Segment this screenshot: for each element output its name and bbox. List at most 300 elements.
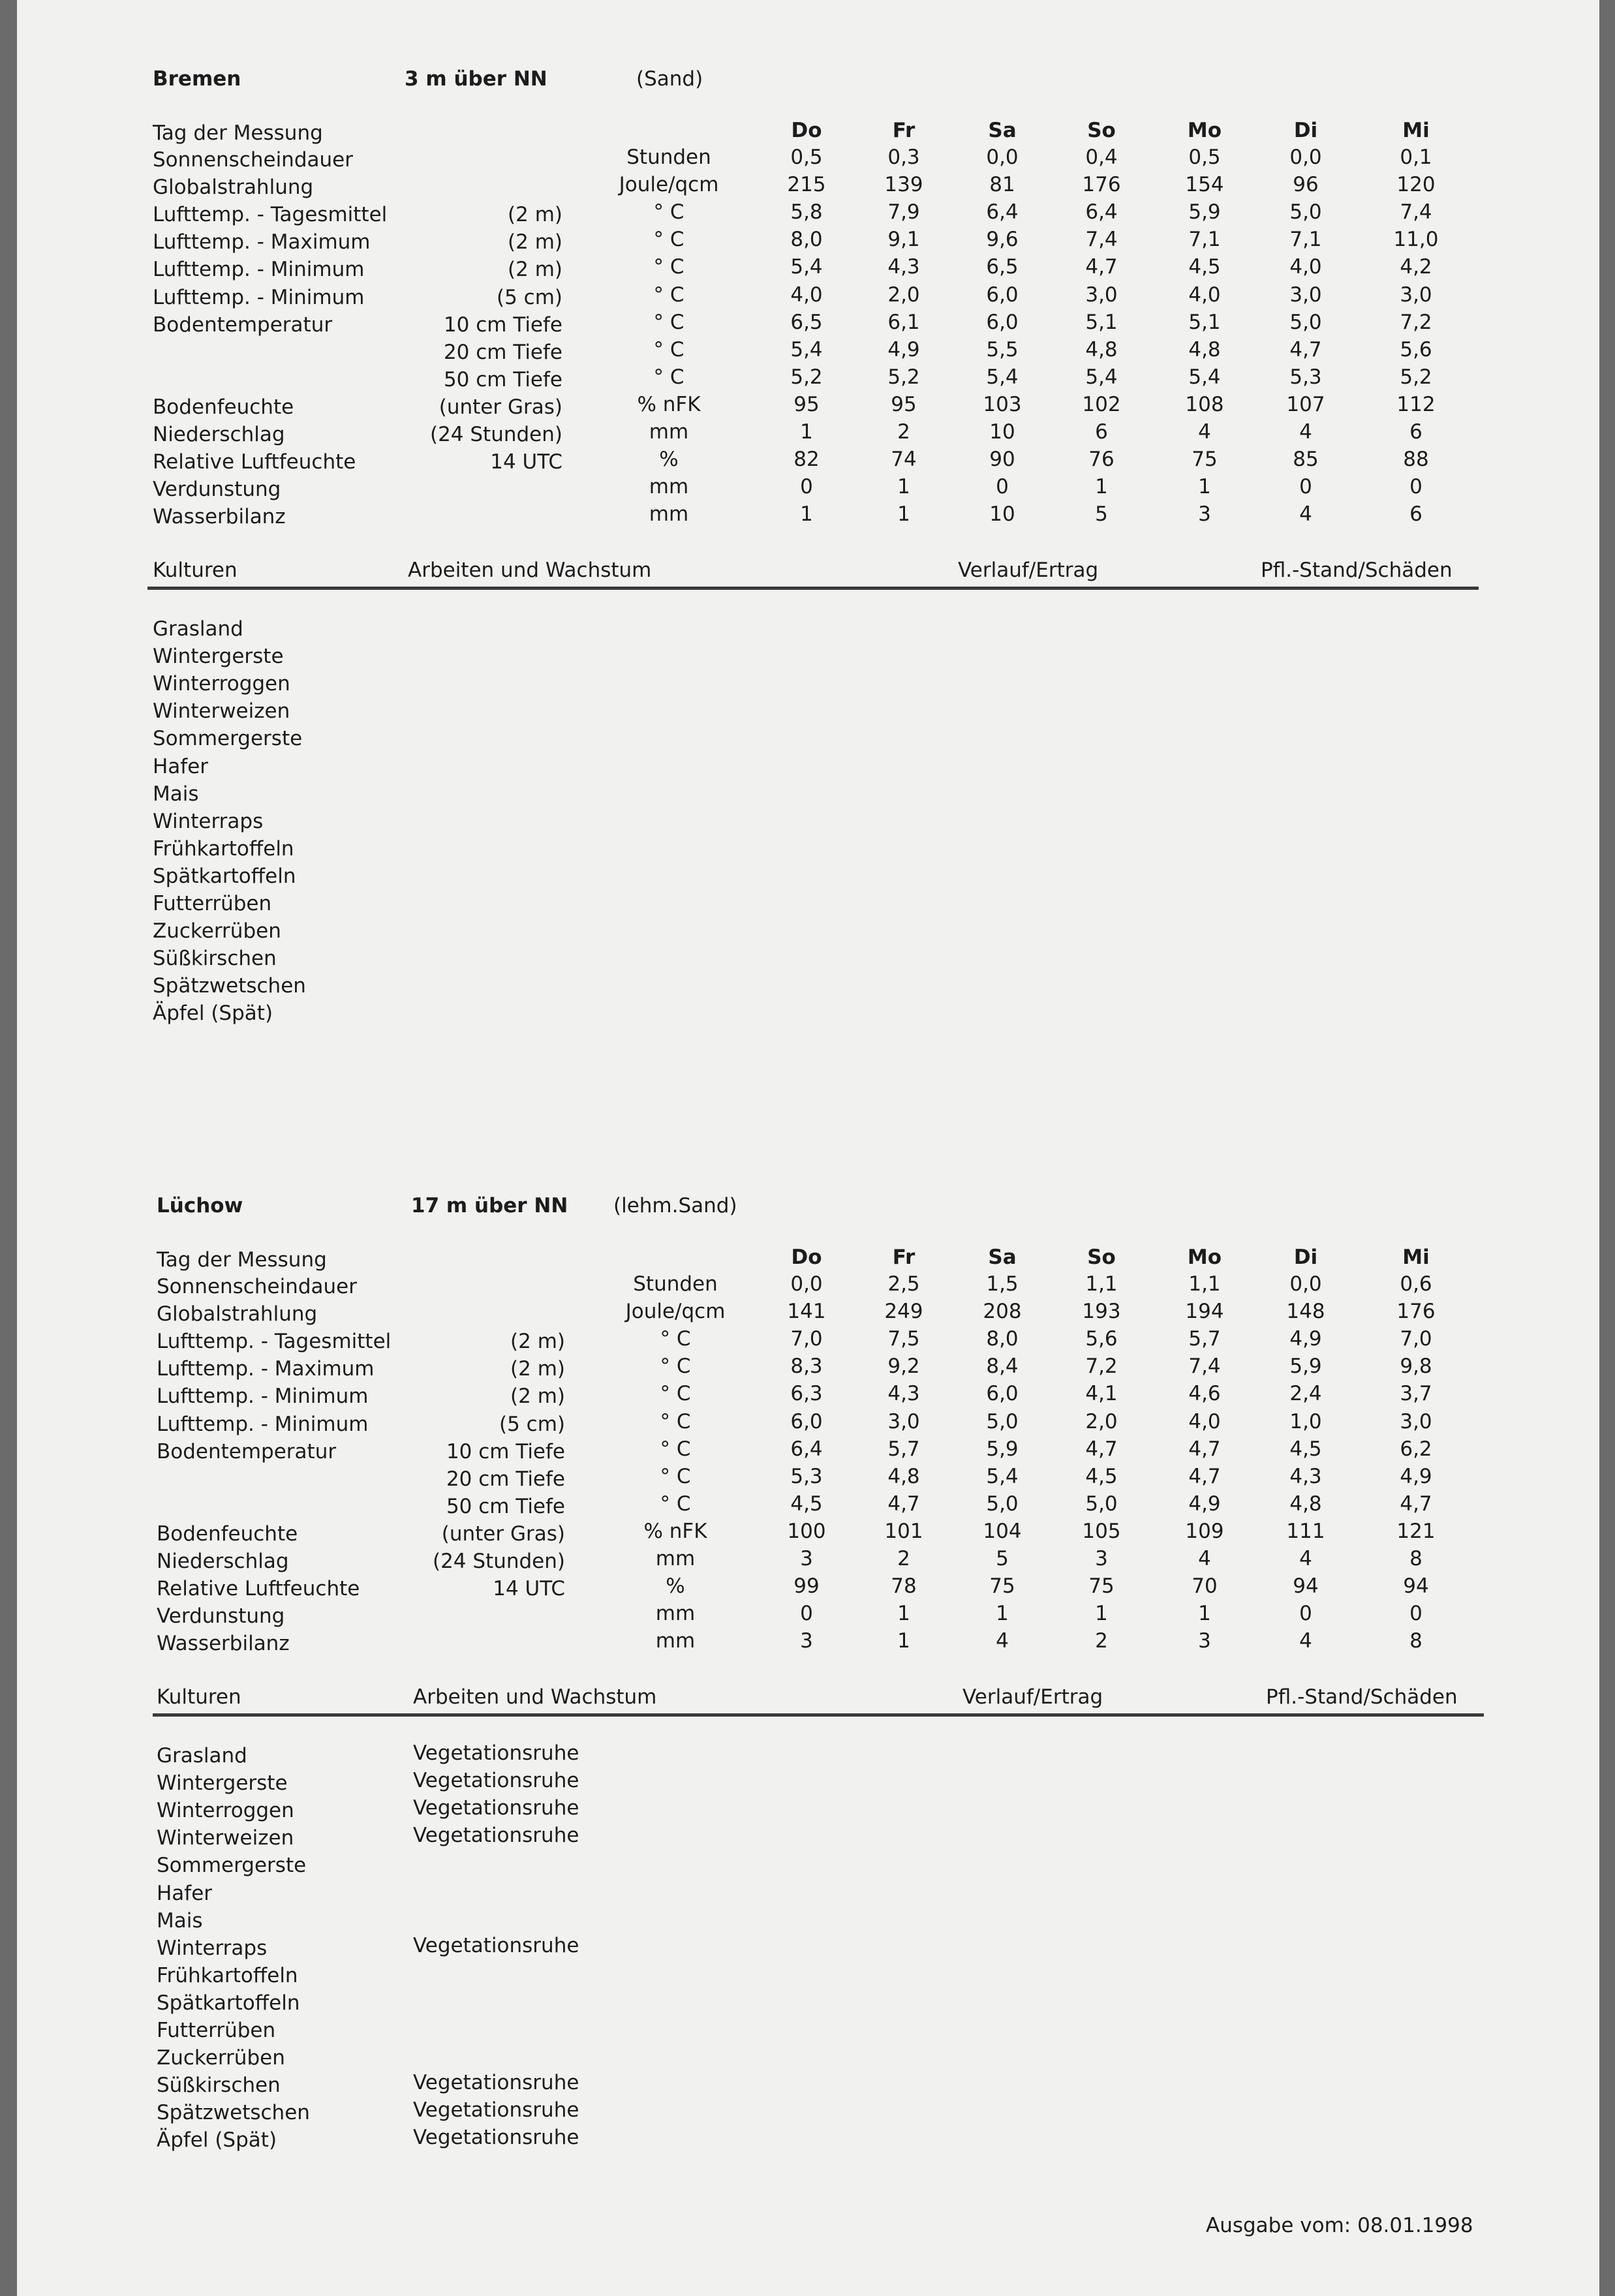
measurement-label: Lufttemp. - Maximum bbox=[153, 230, 371, 254]
measurement-value: 5,0 bbox=[1289, 200, 1322, 224]
measurement-value: 90 bbox=[989, 448, 1015, 471]
day-header: Fr bbox=[892, 119, 915, 142]
measurement-value: 6,0 bbox=[986, 311, 1019, 334]
measurement-label: Wasserbilanz bbox=[157, 1632, 290, 1655]
measurement-value: 6,4 bbox=[790, 1437, 823, 1461]
measurement-value: 7,0 bbox=[790, 1327, 823, 1351]
crop-name: Süßkirschen bbox=[157, 2074, 281, 2097]
measurement-qualifier: 20 cm Tiefe bbox=[443, 341, 562, 364]
measurement-value: 2,5 bbox=[887, 1272, 920, 1296]
measurement-value: 6,3 bbox=[790, 1382, 823, 1405]
measurement-value: 5,1 bbox=[1188, 311, 1221, 334]
crop-note: Vegetationsruhe bbox=[413, 1796, 579, 1820]
station-elevation: 17 m über NN bbox=[411, 1194, 568, 1217]
measurement-label: Verdunstung bbox=[157, 1604, 285, 1628]
measurement-value: 5,9 bbox=[1289, 1355, 1322, 1378]
crop-name: Äpfel (Spät) bbox=[157, 2128, 277, 2152]
measurement-value: 6 bbox=[1095, 420, 1108, 444]
measurement-value: 5,6 bbox=[1085, 1327, 1118, 1351]
day-header: Mo bbox=[1187, 1246, 1222, 1269]
measurement-unit: ° C bbox=[660, 1465, 691, 1488]
issue-date: Ausgabe vom: 08.01.1998 bbox=[1206, 2214, 1473, 2237]
measurement-value: 81 bbox=[989, 173, 1015, 196]
measurement-unit: Joule/qcm bbox=[625, 1300, 726, 1323]
measurement-value: 4,3 bbox=[887, 1382, 920, 1405]
measurement-value: 148 bbox=[1286, 1300, 1325, 1323]
day-header: Fr bbox=[892, 1246, 915, 1269]
measurement-value: 4 bbox=[1299, 1629, 1312, 1653]
measurement-value: 7,2 bbox=[1085, 1355, 1118, 1378]
measurement-value: 4,7 bbox=[1400, 1492, 1432, 1516]
crop-name: Zuckerrüben bbox=[157, 2046, 285, 2070]
crop-name: Grasland bbox=[157, 1744, 247, 1768]
measurement-unit: mm bbox=[655, 1602, 696, 1625]
measurement-value: 2,0 bbox=[1085, 1410, 1118, 1433]
measurement-value: 94 bbox=[1403, 1574, 1429, 1598]
measurement-value: 7,4 bbox=[1085, 228, 1118, 251]
measurement-value: 7,1 bbox=[1289, 228, 1322, 251]
measurement-unit: % bbox=[659, 448, 679, 471]
measurement-value: 193 bbox=[1082, 1300, 1121, 1323]
measurement-value: 4,8 bbox=[1188, 338, 1221, 361]
day-header: So bbox=[1087, 119, 1116, 142]
measurement-value: 4,0 bbox=[1188, 1410, 1221, 1433]
measurement-value: 5,7 bbox=[887, 1437, 920, 1461]
measurement-value: 5,0 bbox=[986, 1492, 1019, 1516]
measurement-label: Sonnenscheindauer bbox=[157, 1275, 357, 1298]
measurement-value: 0,0 bbox=[790, 1272, 823, 1296]
measurement-value: 0,0 bbox=[1289, 1272, 1322, 1296]
measurement-label: Lufttemp. - Minimum bbox=[153, 286, 365, 309]
measurement-value: 194 bbox=[1185, 1300, 1224, 1323]
measurement-value: 1,1 bbox=[1188, 1272, 1221, 1296]
measurement-value: 215 bbox=[787, 173, 826, 196]
measurement-value: 3,0 bbox=[1085, 283, 1118, 307]
crop-name: Hafer bbox=[157, 1882, 213, 1905]
measurement-value: 102 bbox=[1082, 393, 1121, 416]
measurement-value: 75 bbox=[989, 1574, 1015, 1598]
measurement-unit: ° C bbox=[660, 1410, 691, 1433]
measurement-qualifier: (unter Gras) bbox=[441, 1522, 565, 1546]
measurement-label: Bodenfeuchte bbox=[153, 395, 294, 419]
measurement-value: 3,0 bbox=[887, 1410, 920, 1433]
measurement-unit: ° C bbox=[660, 1355, 691, 1378]
measurement-value: 0,0 bbox=[986, 145, 1019, 169]
crop-name: Wintergerste bbox=[157, 1771, 288, 1795]
measurement-value: 4,8 bbox=[887, 1465, 920, 1488]
crop-name: Wintergerste bbox=[153, 645, 284, 668]
measurement-unit: ° C bbox=[653, 200, 684, 224]
measurement-unit: mm bbox=[649, 420, 689, 444]
measurement-value: 7,2 bbox=[1400, 311, 1432, 334]
crop-note: Vegetationsruhe bbox=[413, 1934, 579, 1957]
crop-name: Spätkartoffeln bbox=[153, 865, 296, 888]
measurement-value: 78 bbox=[891, 1574, 917, 1598]
measurement-qualifier: (2 m) bbox=[510, 1330, 565, 1353]
measurement-value: 3,0 bbox=[1289, 283, 1322, 307]
measurement-label: Lufttemp. - Minimum bbox=[153, 258, 365, 281]
measurement-value: 4,5 bbox=[1188, 255, 1221, 279]
measurement-qualifier: 14 UTC bbox=[493, 1577, 565, 1600]
crops-header-stand: Pfl.-Stand/Schäden bbox=[1266, 1685, 1458, 1709]
crop-name: Winterraps bbox=[153, 810, 264, 833]
measurement-qualifier: (2 m) bbox=[510, 1357, 565, 1381]
measurement-value: 99 bbox=[793, 1574, 820, 1598]
measurement-value: 7,5 bbox=[887, 1327, 920, 1351]
measurement-value: 5,9 bbox=[1188, 200, 1221, 224]
measurement-value: 4,7 bbox=[1085, 1437, 1118, 1461]
measurement-value: 10 bbox=[989, 420, 1015, 444]
measurement-label: Lufttemp. - Minimum bbox=[157, 1385, 369, 1408]
day-header: Do bbox=[791, 1246, 822, 1269]
measurement-value: 4,7 bbox=[887, 1492, 920, 1516]
measurement-unit: ° C bbox=[653, 338, 684, 361]
measurement-value: 0 bbox=[1409, 1602, 1423, 1625]
day-header: Mi bbox=[1402, 1246, 1430, 1269]
measurement-value: 1 bbox=[897, 502, 910, 526]
measurement-qualifier: 50 cm Tiefe bbox=[443, 368, 562, 391]
measurement-value: 249 bbox=[884, 1300, 923, 1323]
measurement-unit: ° C bbox=[653, 255, 684, 279]
measurement-value: 4,6 bbox=[1188, 1382, 1221, 1405]
measurement-value: 6 bbox=[1409, 420, 1423, 444]
measurement-value: 4,2 bbox=[1400, 255, 1432, 279]
measurement-value: 3 bbox=[800, 1547, 813, 1570]
measurement-qualifier: (2 m) bbox=[508, 230, 562, 254]
measurement-value: 76 bbox=[1088, 448, 1115, 471]
measurement-value: 2,0 bbox=[887, 283, 920, 307]
measurement-label: Bodentemperatur bbox=[157, 1440, 337, 1463]
station-name: Lüchow bbox=[157, 1194, 243, 1217]
measurement-value: 6,4 bbox=[986, 200, 1019, 224]
measurement-value: 6,2 bbox=[1400, 1437, 1432, 1461]
measurement-value: 107 bbox=[1286, 393, 1325, 416]
measurement-value: 5,5 bbox=[986, 338, 1019, 361]
measurement-value: 5,0 bbox=[986, 1410, 1019, 1433]
measurement-value: 5,2 bbox=[1400, 365, 1432, 389]
measurement-value: 95 bbox=[793, 393, 820, 416]
measurement-value: 5,4 bbox=[1188, 365, 1221, 389]
measurement-value: 4,8 bbox=[1289, 1492, 1322, 1516]
measurement-value: 120 bbox=[1396, 173, 1436, 196]
measurement-unit: ° C bbox=[660, 1327, 691, 1351]
measurement-qualifier: 50 cm Tiefe bbox=[446, 1495, 565, 1518]
measurement-unit: ° C bbox=[653, 283, 684, 307]
measurement-qualifier: (24 Stunden) bbox=[429, 423, 562, 446]
measurement-label: Niederschlag bbox=[157, 1550, 289, 1573]
measurement-value: 112 bbox=[1396, 393, 1436, 416]
measurement-value: 4,5 bbox=[1085, 1465, 1118, 1488]
measurement-value: 5,4 bbox=[790, 255, 823, 279]
day-header: Mo bbox=[1187, 119, 1222, 142]
measurement-unit: % nFK bbox=[643, 1520, 707, 1543]
measurement-qualifier: 20 cm Tiefe bbox=[446, 1467, 565, 1491]
measurement-value: 10 bbox=[989, 502, 1015, 526]
crop-name: Zuckerrüben bbox=[153, 919, 281, 943]
measurement-value: 0 bbox=[800, 475, 813, 498]
measurement-value: 108 bbox=[1185, 393, 1224, 416]
measurement-value: 7,9 bbox=[887, 200, 920, 224]
measurement-value: 4 bbox=[1299, 420, 1312, 444]
measurement-value: 0,3 bbox=[887, 145, 920, 169]
measurement-value: 0,6 bbox=[1400, 1272, 1432, 1296]
measurement-value: 5,0 bbox=[1289, 311, 1322, 334]
measurement-value: 4,5 bbox=[790, 1492, 823, 1516]
measurement-value: 100 bbox=[787, 1520, 826, 1543]
measurement-value: 0 bbox=[996, 475, 1009, 498]
crop-note: Vegetationsruhe bbox=[413, 2071, 579, 2094]
day-header: So bbox=[1087, 1246, 1116, 1269]
measurement-value: 176 bbox=[1082, 173, 1121, 196]
measurement-value: 6 bbox=[1409, 502, 1423, 526]
measurement-value: 4 bbox=[1299, 1547, 1312, 1570]
measurement-value: 7,4 bbox=[1400, 200, 1432, 224]
measurement-value: 6,5 bbox=[986, 255, 1019, 279]
measurement-value: 2 bbox=[897, 1547, 910, 1570]
measurement-value: 95 bbox=[891, 393, 917, 416]
measurement-value: 0,0 bbox=[1289, 145, 1322, 169]
measurement-value: 5,2 bbox=[887, 365, 920, 389]
measurement-value: 9,6 bbox=[986, 228, 1019, 251]
crops-header-stand: Pfl.-Stand/Schäden bbox=[1261, 559, 1453, 582]
measurement-value: 4,8 bbox=[1085, 338, 1118, 361]
measurement-label: Bodenfeuchte bbox=[157, 1522, 298, 1546]
measurement-label: Wasserbilanz bbox=[153, 505, 286, 528]
measurement-unit: ° C bbox=[660, 1437, 691, 1461]
measurement-value: 2,4 bbox=[1289, 1382, 1322, 1405]
measurement-unit: Joule/qcm bbox=[619, 173, 719, 196]
measurement-value: 4 bbox=[1198, 1547, 1211, 1570]
measurement-value: 94 bbox=[1293, 1574, 1319, 1598]
measurement-qualifier: 10 cm Tiefe bbox=[446, 1440, 565, 1463]
crop-name: Sommergerste bbox=[153, 727, 303, 750]
crops-header-arbeiten: Arbeiten und Wachstum bbox=[413, 1685, 657, 1709]
measurement-value: 8 bbox=[1409, 1629, 1423, 1653]
measurement-label: Lufttemp. - Minimum bbox=[157, 1413, 369, 1436]
measurement-label: Niederschlag bbox=[153, 423, 285, 446]
measurement-value: 176 bbox=[1396, 1300, 1436, 1323]
measurement-value: 0,1 bbox=[1400, 145, 1432, 169]
measurement-value: 0 bbox=[800, 1602, 813, 1625]
header-rule bbox=[153, 1713, 1484, 1717]
measurement-value: 8,4 bbox=[986, 1355, 1019, 1378]
measurement-value: 1 bbox=[1095, 475, 1108, 498]
measurement-label: Verdunstung bbox=[153, 478, 281, 501]
measurement-unit: mm bbox=[649, 475, 689, 498]
measurement-value: 4,5 bbox=[1289, 1437, 1322, 1461]
day-header: Do bbox=[791, 119, 822, 142]
measurement-label: Lufttemp. - Maximum bbox=[157, 1357, 375, 1381]
measurement-value: 1 bbox=[996, 1602, 1009, 1625]
measurement-value: 105 bbox=[1082, 1520, 1121, 1543]
day-header: Sa bbox=[988, 119, 1017, 142]
measurement-value: 88 bbox=[1403, 448, 1429, 471]
measurement-value: 5,4 bbox=[986, 1465, 1019, 1488]
measurement-value: 1 bbox=[800, 502, 813, 526]
measurement-value: 141 bbox=[787, 1300, 826, 1323]
measurement-label: Relative Luftfeuchte bbox=[157, 1577, 360, 1600]
measurement-label: Globalstrahlung bbox=[153, 176, 314, 199]
crop-name: Frühkartoffeln bbox=[153, 837, 294, 861]
measurement-value: 0,4 bbox=[1085, 145, 1118, 169]
measurement-value: 4,3 bbox=[1289, 1465, 1322, 1488]
measurement-unit: ° C bbox=[653, 311, 684, 334]
measurement-value: 6,5 bbox=[790, 311, 823, 334]
measurement-value: 5,4 bbox=[986, 365, 1019, 389]
measurement-value: 2 bbox=[897, 420, 910, 444]
measurement-unit: mm bbox=[655, 1547, 696, 1570]
crop-name: Mais bbox=[153, 782, 199, 806]
measurement-value: 208 bbox=[983, 1300, 1022, 1323]
crop-name: Spätzwetschen bbox=[153, 974, 306, 998]
measurement-value: 4,9 bbox=[1289, 1327, 1322, 1351]
measurement-qualifier: 14 UTC bbox=[490, 450, 562, 474]
day-header: Di bbox=[1293, 119, 1318, 142]
crop-note: Vegetationsruhe bbox=[413, 1741, 579, 1765]
measurement-value: 0 bbox=[1299, 475, 1312, 498]
measurement-value: 1 bbox=[1198, 475, 1211, 498]
measurement-value: 4,9 bbox=[1188, 1492, 1221, 1516]
measurement-value: 9,1 bbox=[887, 228, 920, 251]
measurement-value: 1 bbox=[897, 475, 910, 498]
measurement-value: 4 bbox=[1198, 420, 1211, 444]
crop-name: Winterweizen bbox=[153, 699, 290, 723]
measurement-qualifier: 10 cm Tiefe bbox=[443, 313, 562, 337]
crop-note: Vegetationsruhe bbox=[413, 1824, 579, 1847]
measurement-value: 7,4 bbox=[1188, 1355, 1221, 1378]
measurement-value: 4 bbox=[1299, 502, 1312, 526]
station-soil: (lehm.Sand) bbox=[613, 1194, 737, 1217]
measurement-value: 4,9 bbox=[1400, 1465, 1432, 1488]
measurement-value: 5,7 bbox=[1188, 1327, 1221, 1351]
station-name: Bremen bbox=[153, 67, 241, 91]
measurement-value: 1,1 bbox=[1085, 1272, 1118, 1296]
measurement-label: Relative Luftfeuchte bbox=[153, 450, 356, 474]
crop-name: Winterraps bbox=[157, 1936, 268, 1960]
crop-note: Vegetationsruhe bbox=[413, 1769, 579, 1792]
measurement-value: 3,0 bbox=[1400, 1410, 1432, 1433]
measurement-value: 6,0 bbox=[986, 1382, 1019, 1405]
measurement-value: 3,0 bbox=[1400, 283, 1432, 307]
measurement-unit: Stunden bbox=[626, 145, 711, 169]
measurement-value: 5,6 bbox=[1400, 338, 1432, 361]
measurement-value: 5,2 bbox=[790, 365, 823, 389]
measurement-value: 4,3 bbox=[887, 255, 920, 279]
measurement-value: 0 bbox=[1299, 1602, 1312, 1625]
measurement-qualifier: (5 cm) bbox=[499, 1413, 565, 1436]
measurement-value: 70 bbox=[1192, 1574, 1218, 1598]
measurement-value: 3 bbox=[1198, 1629, 1211, 1653]
crop-name: Süßkirschen bbox=[153, 947, 277, 970]
measurement-value: 4,0 bbox=[1289, 255, 1322, 279]
measurement-qualifier: (unter Gras) bbox=[438, 395, 562, 419]
crop-name: Frühkartoffeln bbox=[157, 1964, 298, 1987]
station-section bbox=[0, 1127, 1615, 2275]
measurement-value: 8,3 bbox=[790, 1355, 823, 1378]
measurement-value: 8,0 bbox=[986, 1327, 1019, 1351]
measurement-value: 4 bbox=[996, 1629, 1009, 1653]
measurement-value: 5 bbox=[996, 1547, 1009, 1570]
measurement-value: 8,0 bbox=[790, 228, 823, 251]
measurement-qualifier: (24 Stunden) bbox=[432, 1550, 565, 1573]
measurement-value: 4,9 bbox=[887, 338, 920, 361]
measurement-value: 5 bbox=[1095, 502, 1108, 526]
crop-name: Spätkartoffeln bbox=[157, 1991, 300, 2015]
measurement-unit: ° C bbox=[653, 228, 684, 251]
measurement-value: 109 bbox=[1185, 1520, 1224, 1543]
crop-name: Futterrüben bbox=[157, 2019, 276, 2042]
measurement-value: 1 bbox=[800, 420, 813, 444]
measurement-value: 3 bbox=[1198, 502, 1211, 526]
measurement-value: 121 bbox=[1396, 1520, 1436, 1543]
measurement-unit: ° C bbox=[653, 365, 684, 389]
measurement-label: Bodentemperatur bbox=[153, 313, 333, 337]
day-header: Di bbox=[1293, 1246, 1318, 1269]
crop-name: Mais bbox=[157, 1909, 203, 1933]
crop-name: Äpfel (Spät) bbox=[153, 1002, 273, 1025]
day-row-label: Tag der Messung bbox=[153, 121, 323, 145]
measurement-value: 4,7 bbox=[1188, 1437, 1221, 1461]
measurement-value: 4,7 bbox=[1188, 1465, 1221, 1488]
crops-header-kulturen: Kulturen bbox=[157, 1685, 241, 1709]
measurement-value: 75 bbox=[1192, 448, 1218, 471]
measurement-value: 5,3 bbox=[790, 1465, 823, 1488]
measurement-value: 6,0 bbox=[790, 1410, 823, 1433]
measurement-qualifier: (2 m) bbox=[510, 1385, 565, 1408]
measurement-label: Globalstrahlung bbox=[157, 1302, 318, 1326]
measurement-value: 85 bbox=[1293, 448, 1319, 471]
crops-header-kulturen: Kulturen bbox=[153, 559, 238, 582]
header-rule bbox=[147, 587, 1479, 590]
measurement-unit: ° C bbox=[660, 1382, 691, 1405]
measurement-value: 8 bbox=[1409, 1547, 1423, 1570]
measurement-value: 5,1 bbox=[1085, 311, 1118, 334]
measurement-unit: ° C bbox=[660, 1492, 691, 1516]
measurement-value: 82 bbox=[793, 448, 820, 471]
measurement-value: 1 bbox=[897, 1629, 910, 1653]
measurement-value: 3,7 bbox=[1400, 1382, 1432, 1405]
measurement-value: 0 bbox=[1409, 475, 1423, 498]
crop-name: Futterrüben bbox=[153, 892, 272, 915]
measurement-label: Lufttemp. - Tagesmittel bbox=[157, 1330, 392, 1353]
measurement-value: 9,2 bbox=[887, 1355, 920, 1378]
measurement-value: 6,4 bbox=[1085, 200, 1118, 224]
measurement-value: 5,4 bbox=[790, 338, 823, 361]
measurement-value: 5,9 bbox=[986, 1437, 1019, 1461]
crop-name: Winterroggen bbox=[157, 1799, 294, 1822]
measurement-value: 101 bbox=[884, 1520, 923, 1543]
measurement-value: 5,0 bbox=[1085, 1492, 1118, 1516]
measurement-value: 103 bbox=[983, 393, 1022, 416]
measurement-value: 4,1 bbox=[1085, 1382, 1118, 1405]
measurement-qualifier: (2 m) bbox=[508, 203, 562, 226]
measurement-value: 9,8 bbox=[1400, 1355, 1432, 1378]
measurement-value: 0,5 bbox=[1188, 145, 1221, 169]
measurement-unit: % bbox=[666, 1574, 685, 1598]
crop-name: Sommergerste bbox=[157, 1854, 307, 1877]
station-soil: (Sand) bbox=[636, 67, 703, 91]
measurement-value: 1 bbox=[1198, 1602, 1211, 1625]
measurement-qualifier: (2 m) bbox=[508, 258, 562, 281]
measurement-value: 7,0 bbox=[1400, 1327, 1432, 1351]
measurement-value: 111 bbox=[1286, 1520, 1325, 1543]
measurement-unit: Stunden bbox=[633, 1272, 718, 1296]
measurement-value: 4,7 bbox=[1085, 255, 1118, 279]
measurement-value: 0,5 bbox=[790, 145, 823, 169]
measurement-qualifier: (5 cm) bbox=[496, 286, 562, 309]
crop-name: Winterroggen bbox=[153, 672, 290, 696]
crops-header-verlauf: Verlauf/Ertrag bbox=[962, 1685, 1103, 1709]
